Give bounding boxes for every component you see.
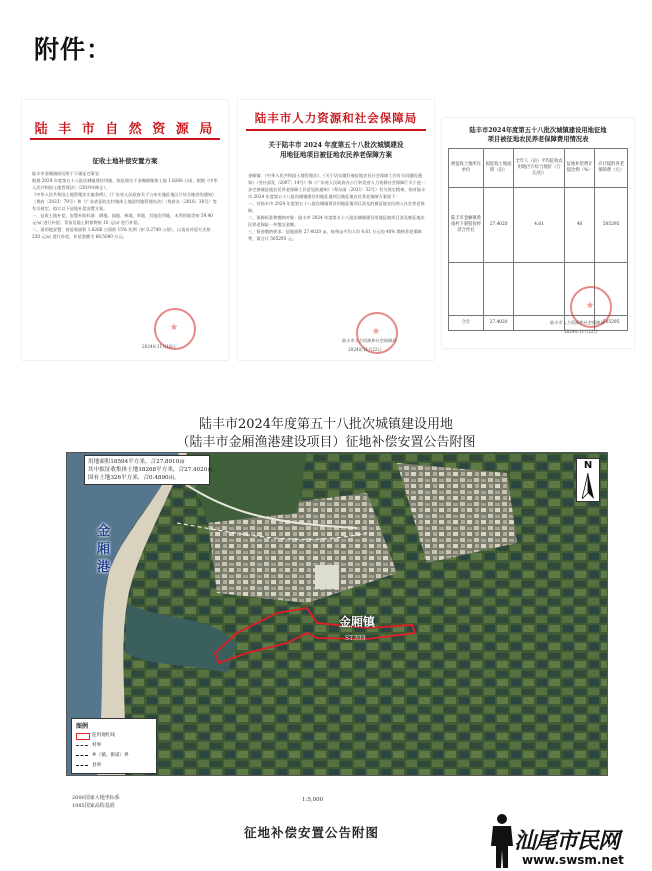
- table-cell: 505295: [595, 316, 628, 331]
- elevation-datum-text: 1985国家高程基准: [72, 803, 115, 809]
- map-subtitle: （陆丰市金厢渔港建设项目）征地补偿安置公告附图: [176, 435, 476, 450]
- paragraph: 根据 2024 年度第五十八批次城镇建设用地，拟征收位于金厢镇集体土地 1.8266 公顷，根据《中华人民共和国土地管理法》（2019年修正）、: [32, 178, 218, 190]
- table-row: [449, 188, 628, 263]
- map-title: 陆丰市2024年度第五十八批次城镇建设用地: [198, 417, 454, 432]
- legend-item: [76, 742, 154, 749]
- column-header: 拟征收土地面积（亩）: [483, 149, 513, 188]
- watermark-site-name: 汕尾市民网: [514, 828, 620, 854]
- legend-swatch: [76, 755, 88, 756]
- legend-title: 图例: [76, 723, 89, 730]
- paragraph: 一、征收土地补偿、安置补助标准：耕地、园地、林地、草地、其他农用地、未利用地等按 59.40 元/㎡ 进行补偿；青苗及地上附着物按 10 元/㎡ 进行补偿。: [32, 213, 213, 225]
- issuer-header: 陆 丰 市 自 然 资 源 局: [34, 122, 216, 137]
- document-title: [446, 126, 630, 144]
- coordinate-system-text: 2000国家大地坐标系: [72, 795, 120, 801]
- table-cell: 合计: [449, 316, 484, 331]
- header-red-line: [30, 138, 220, 140]
- table-cell: 27.4020: [483, 188, 513, 263]
- pension-plan-document: [238, 100, 434, 360]
- legend-item: [76, 762, 154, 769]
- watermark-url: www.swsm.net: [522, 853, 624, 867]
- paragraph: 金厢镇：《中华人民共和国土地管理法》、《关于切实做好被征地农民社会保障工作有关问题的通知》（劳社部发〔2007〕14号）和《广东省人民政府办公厅转发省人力资源社会保障厅关于进一步完善被征地农民养老保障工作意见的通知》（粤办函〔2021〕32号）有关规定精神，拟对陆丰市 2024 年度第五十八批次城镇建设用地征地项目被征地农民养老保障方案如下：: [248, 173, 426, 199]
- figure-caption: 征地补偿安置公告附图: [244, 825, 380, 840]
- info-line: 用地面积18594平方米，合27.8910亩: [88, 459, 185, 465]
- page-heading: 附件：: [34, 35, 113, 64]
- column-header: 应计提的养老保障费（元）: [595, 149, 628, 188]
- info-line: 其中拟征收集体土地18268平方米，合27.4020亩。: [88, 467, 219, 473]
- title-line: 项目被征地农民养老保障费用情况表: [487, 136, 589, 143]
- header-red-line: [246, 129, 426, 131]
- document-title: 征收土地补偿安置方案: [92, 157, 158, 165]
- title-line: 陆丰市2024年度第五十八批次城镇建设用地征地: [469, 127, 607, 134]
- north-arrow: [576, 458, 600, 502]
- column-header: 被征收土地所在单位: [449, 149, 484, 188]
- paragraph: 三、资金缴纳要求：征地面积 27.4020 亩，按每亩平均人均 4.61 万元的 40% 缴纳养老保障费，需合计 505295 元。: [248, 229, 422, 241]
- document-body: [32, 170, 218, 240]
- legend-swatch: [76, 733, 90, 740]
- table-cell: 4.61: [514, 188, 565, 263]
- paragraph: 二、留用地安置：按征收面积 1.8266 公顷的 15% 比例（折 0.2740 公顷），以货币补偿方式按 250 元/㎡ 进行补偿，补偿金额为 68.5000 万元。: [32, 227, 211, 239]
- paragraph: 陆丰市金厢镇原因用于下属征迁事宜：: [32, 171, 104, 176]
- legend-item: [76, 752, 154, 759]
- legend-label: 县界: [92, 763, 102, 768]
- north-letter: N: [583, 460, 593, 471]
- bay-label: 金 厢 港: [97, 524, 111, 575]
- town-sublabel: ST.333: [345, 635, 366, 642]
- legend-swatch: [76, 745, 88, 746]
- document-body: [248, 172, 426, 242]
- compensation-plan-document: [22, 100, 228, 360]
- document-date: 2024年11月22日: [564, 329, 598, 334]
- title-line: 用地征地项目被征地农民养老保障方案: [279, 151, 393, 159]
- column-header: 全年人（亩）平均征收农用地区片综合地价（万元/亩）: [514, 149, 565, 188]
- legend-label: 村界: [92, 743, 102, 748]
- pension-fee-table-document: [442, 118, 634, 348]
- table-cell: 陆丰市金厢镇黄南村下寮股份经济合作社: [449, 188, 484, 263]
- legend-label: 征用地红线: [92, 733, 115, 738]
- coordinate-notes: [72, 794, 120, 810]
- town-label: 金厢镇: [339, 615, 376, 629]
- table-cell: 27.4020: [483, 316, 513, 331]
- document-title: [244, 140, 428, 160]
- paragraph: 一、对陆丰市 2024 年度第五十八批次城镇建设用地征地项目涉及的被征地农民纳入社会养老保障。: [248, 201, 425, 213]
- map-scale: 1:5,000: [302, 797, 324, 803]
- north-arrow-icon: [582, 473, 594, 499]
- document-date: 2024年11月22日: [348, 347, 382, 352]
- issuer-header: 陆丰市人力资源和社会保障局: [254, 111, 418, 125]
- column-header: 征地补偿费计提比例（%）: [564, 149, 594, 188]
- table-cell: 40: [564, 188, 594, 263]
- paragraph: 二、保障标准和缴纳对象：陆丰市 2024 年度第五十八批次城镇建设用地征地项目涉及被征地农民养老保险一并缴交金额。: [248, 215, 425, 227]
- legend-label: 乡（镇、街道）界: [92, 753, 129, 758]
- title-line: 关于陆丰市 2024 年度第五十八批次城镇建设: [268, 141, 404, 149]
- legend-swatch: [76, 765, 88, 766]
- document-signature: 陆丰市人力资源和社会保障局: [550, 320, 605, 325]
- info-line: 国有土地326平方米，合0.4890亩。: [88, 475, 180, 481]
- paragraph: 《中华人民共和国土地管理法实施条例》、《广东省人民政府关于公布实施征地区片综合地价的通知》（粤府〔2023〕79号）和《广东省征收农村集体土地留用地管理办法》（粤府办〔2016〕30号）等有关规定，拟订以下征地补偿安置方案。: [32, 192, 217, 211]
- document-date: 2024年11月18日: [142, 344, 176, 349]
- table-cell: 505295: [595, 188, 628, 263]
- building-block: [315, 565, 339, 589]
- land-area-infobox: [84, 455, 219, 485]
- map-legend: [71, 718, 157, 774]
- document-signature: 陆丰市人力资源和社会保障局: [342, 338, 397, 343]
- legend-item: [76, 732, 154, 739]
